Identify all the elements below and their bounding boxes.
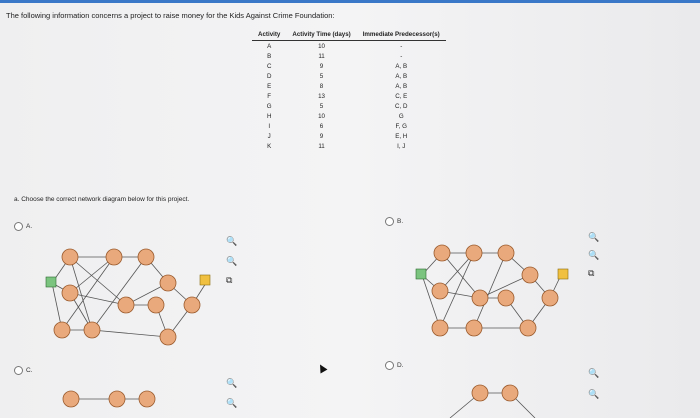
option-b-radio[interactable] xyxy=(385,217,403,226)
activity-cell: B xyxy=(267,52,272,60)
table-row xyxy=(252,122,446,132)
radio-circle[interactable] xyxy=(14,366,23,375)
network-diagram-b xyxy=(410,233,580,348)
table-row xyxy=(252,102,446,112)
predecessor-cell: A, B xyxy=(395,62,408,70)
time-cell: 13 xyxy=(318,93,325,101)
time-cell: 11 xyxy=(318,52,325,60)
predecessor-cell: C, D xyxy=(395,103,408,111)
predecessor-cell: E, H xyxy=(395,133,408,141)
predecessor-cell: G xyxy=(398,113,404,121)
time-cell: 5 xyxy=(319,103,324,111)
table-row xyxy=(252,132,446,142)
option-a-radio[interactable] xyxy=(14,222,32,231)
table-row xyxy=(252,71,446,81)
radio-circle[interactable] xyxy=(385,361,394,370)
table-header-row xyxy=(252,31,446,41)
activity-table xyxy=(252,31,446,152)
time-cell: 9 xyxy=(319,133,324,141)
col-predecessors: Immediate Predecessor(s) xyxy=(357,31,446,41)
predecessor-cell: - xyxy=(400,52,403,60)
network-diagram-a xyxy=(40,235,233,350)
activity-cell: G xyxy=(266,103,272,111)
predecessor-cell: - xyxy=(400,42,403,50)
option-d-radio[interactable] xyxy=(385,361,404,370)
predecessor-cell: C, E xyxy=(395,93,408,101)
option-c-radio[interactable] xyxy=(14,366,33,375)
table-row xyxy=(252,41,446,52)
zoom-out-icon[interactable]: 🔍 xyxy=(226,398,238,408)
time-cell: 8 xyxy=(319,82,324,90)
zoom-out-icon[interactable]: 🔍 xyxy=(226,256,238,266)
zoom-in-icon[interactable]: 🔍 xyxy=(226,378,238,388)
option-d-label: D. xyxy=(397,362,404,369)
network-diagram-c xyxy=(55,385,175,418)
option-a-label: A. xyxy=(26,223,33,230)
intro-text: The following information concerns a project to raise money for the Kids Against Crime Foundation: xyxy=(6,11,335,20)
time-cell: 5 xyxy=(319,72,324,80)
activity-cell: J xyxy=(267,133,271,141)
table-row xyxy=(252,81,446,91)
table-row xyxy=(252,112,446,122)
time-cell: 6 xyxy=(319,123,324,131)
activity-table-body xyxy=(252,41,446,153)
zoom-in-icon[interactable]: 🔍 xyxy=(588,368,600,378)
question-text: a. Choose the correct network diagram below for this project. xyxy=(14,196,190,203)
activity-cell: H xyxy=(266,113,272,121)
expand-icon[interactable]: ⧉ xyxy=(226,275,233,285)
predecessor-cell: A, B xyxy=(395,72,408,80)
table-row xyxy=(252,91,446,101)
network-diagram-d xyxy=(440,375,550,418)
table-row xyxy=(252,142,446,152)
activity-cell: C xyxy=(266,62,272,70)
activity-cell: F xyxy=(267,93,272,101)
zoom-out-icon[interactable]: 🔍 xyxy=(588,389,600,399)
table-row xyxy=(252,61,446,71)
zoom-in-icon[interactable]: 🔍 xyxy=(588,232,600,242)
time-cell: 10 xyxy=(318,42,325,50)
time-cell: 9 xyxy=(319,62,324,70)
option-b-label: B. xyxy=(397,218,404,225)
time-cell: 10 xyxy=(318,113,325,121)
activity-cell: E xyxy=(267,82,272,90)
zoom-out-icon[interactable]: 🔍 xyxy=(588,250,600,260)
col-time: Activity Time (days) xyxy=(286,31,356,41)
top-accent-bar xyxy=(0,0,700,3)
table-row xyxy=(252,51,446,61)
activity-cell: I xyxy=(268,123,271,131)
radio-circle[interactable] xyxy=(14,222,23,231)
predecessor-cell: A, B xyxy=(395,82,408,90)
option-c-label: C. xyxy=(26,367,33,374)
expand-icon[interactable]: ⧉ xyxy=(588,268,595,278)
predecessor-cell: F, G xyxy=(395,123,407,131)
mouse-cursor xyxy=(317,363,328,374)
radio-circle[interactable] xyxy=(385,217,394,226)
col-activity: Activity xyxy=(252,31,286,41)
time-cell: 11 xyxy=(318,143,325,151)
activity-cell: D xyxy=(266,72,272,80)
activity-cell: K xyxy=(267,143,272,151)
zoom-in-icon[interactable]: 🔍 xyxy=(226,236,238,246)
predecessor-cell: I, J xyxy=(397,143,406,151)
activity-cell: A xyxy=(267,42,272,50)
